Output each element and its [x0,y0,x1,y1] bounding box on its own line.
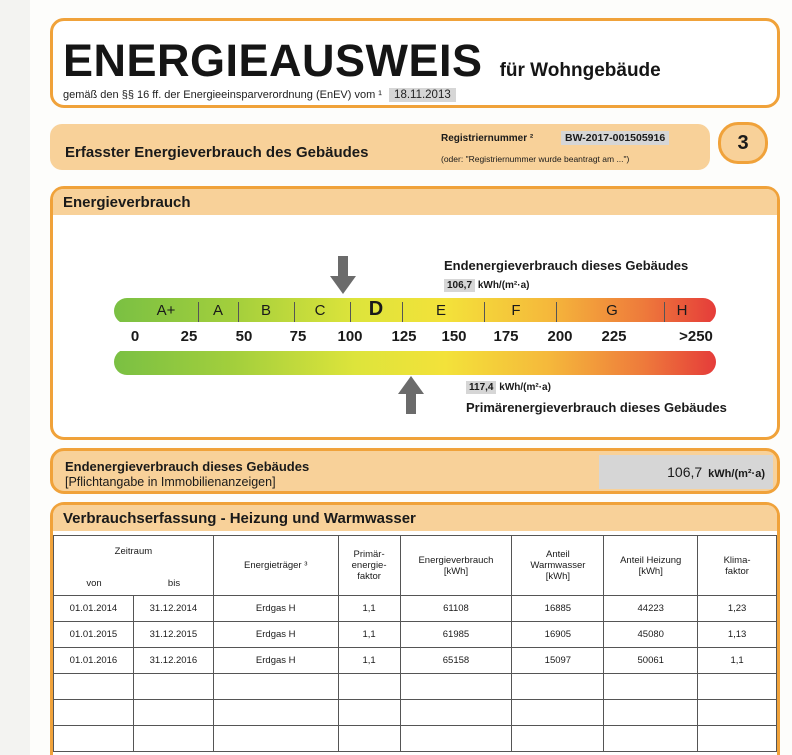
section-title: Erfasster Energieverbrauch des Gebäudes [65,144,369,161]
table-cell: 01.01.2016 [54,648,134,674]
energy-class-h: H [676,302,688,319]
primary-energy-label: Primärenergieverbrauch dieses Gebäudes [466,400,727,415]
table-cell [604,674,698,700]
climate-factor-header: Klima- faktor [698,536,777,596]
scale-tick: 225 [601,328,627,345]
registration-number: BW-2017-001505916 [561,131,669,145]
table-cell [400,700,512,726]
energy-scale-bottom [114,349,716,375]
end-energy-arrow-icon [330,256,356,294]
table-cell [698,700,777,726]
title-box [50,18,780,108]
scale-tick: 200 [547,328,573,345]
table-cell: 1,1 [338,596,400,622]
table-cell [512,726,604,752]
table-cell [338,674,400,700]
table-cell: 01.01.2014 [54,596,134,622]
class-separator [402,302,403,322]
period-label: Zeitraum [114,546,153,557]
document-page [30,0,792,755]
table-cell [213,726,338,752]
table-cell [604,726,698,752]
table-cell: 44223 [604,596,698,622]
energy-class-c: C [314,302,326,319]
table-cell: 15097 [512,648,604,674]
class-separator [664,302,665,322]
energy-class-aplus: A+ [156,302,176,319]
period-header [54,536,214,596]
summary-subtitle: [Pflichtangabe in Immobilienanzeigen] [65,475,276,489]
end-energy-number: 106,7 [444,279,475,292]
table-cell: 16905 [512,622,604,648]
table-cell: Erdgas H [213,648,338,674]
empty-row [54,700,777,726]
to-label: bis [167,578,181,589]
end-energy-summary-box [50,448,780,494]
table-cell [133,674,213,700]
class-separator [238,302,239,322]
hot-water-header: Anteil Warmwasser [kWh] [512,536,604,596]
summary-title: Endenergieverbrauch dieses Gebäudes [65,459,310,474]
legal-reference [63,88,456,102]
energy-class-e: E [435,302,447,319]
empty-row [54,674,777,700]
scale-tick: 75 [289,328,307,345]
table-cell [604,700,698,726]
table-cell: 1,13 [698,622,777,648]
table-cell [512,674,604,700]
registration-box [50,124,710,170]
class-separator [484,302,485,322]
primary-energy-unit: kWh/(m²·a) [499,382,551,393]
page-number: 3 [718,122,768,164]
table-body [54,596,777,752]
table-heading: Verbrauchserfassung - Heizung und Warmwasser [53,505,777,531]
table-cell: Erdgas H [213,596,338,622]
table-cell: 1,1 [698,648,777,674]
table-cell [54,674,134,700]
consumption-table [53,535,777,752]
end-energy-label: Endenergieverbrauch dieses Gebäudes [444,258,689,273]
table-cell [213,700,338,726]
class-separator [350,302,351,322]
primary-energy-number: 117,4 [466,381,496,394]
energy-heading: Energieverbrauch [53,189,777,215]
table-cell [400,674,512,700]
scale-tick: >250 [679,328,713,345]
energy-class-b: B [260,302,272,319]
heating-header: Anteil Heizung [kWh] [604,536,698,596]
primary-energy-value [466,382,551,393]
table-cell: 31.12.2015 [133,622,213,648]
end-energy-unit: kWh/(m²·a) [477,280,530,291]
table-cell [54,726,134,752]
table-cell: 61108 [400,596,512,622]
scale-tick: 175 [493,328,519,345]
energy-class-f: F [511,302,521,319]
table-cell [133,726,213,752]
primary-energy-arrow-icon [398,376,424,414]
scale-tick: 50 [235,328,253,345]
table-cell [133,700,213,726]
registration-label: Registriernummer ² [441,133,534,144]
table-cell [213,674,338,700]
scale-tick: 150 [441,328,467,345]
class-separator [294,302,295,322]
table-cell [338,726,400,752]
table-cell [698,726,777,752]
table-cell [54,700,134,726]
title-text: ENERGIEAUSWEIS [63,35,483,86]
table-row [54,648,777,674]
scale-tick: 25 [180,328,198,345]
table-cell: 16885 [512,596,604,622]
table-cell: 1,23 [698,596,777,622]
scale-tick: 0 [130,328,140,345]
energy-class-d: D [368,298,384,320]
summary-value-box [599,455,773,489]
end-energy-value [444,280,529,291]
title-subtitle: für Wohngebäude [499,60,661,81]
table-cell: 45080 [604,622,698,648]
table-cell: Erdgas H [213,622,338,648]
table-row [54,622,777,648]
table-cell: 65158 [400,648,512,674]
table-cell: 1,1 [338,648,400,674]
legal-text: gemäß den §§ 16 ff. der Energieeinsparverordnung (EnEV) vom ¹ [63,89,382,101]
empty-row [54,726,777,752]
summary-unit: kWh/(m²·a) [708,468,765,480]
table-cell [698,674,777,700]
energy-class-a: A [212,302,224,319]
from-label: von [86,578,102,589]
table-cell: 01.01.2015 [54,622,134,648]
scale-tick: 125 [391,328,417,345]
table-cell: 31.12.2016 [133,648,213,674]
table-cell [400,726,512,752]
consumption-header: Energieverbrauch [kWh] [400,536,512,596]
energy-class-g: G [606,302,618,319]
scale-tick: 100 [337,328,363,345]
table-cell [338,700,400,726]
table-cell: 50061 [604,648,698,674]
registration-note: (oder: "Registriernummer wurde beantragt am ...") [441,154,630,164]
energy-scale-top [114,298,716,324]
class-separator [198,302,199,322]
table-cell: 61985 [400,622,512,648]
table-cell: 31.12.2014 [133,596,213,622]
summary-value: 106,7 [667,464,703,480]
primary-factor-header: Primär- energie- faktor [338,536,400,596]
consumption-table-box [50,502,780,755]
table-cell [512,700,604,726]
table-row [54,596,777,622]
document-title [63,35,661,87]
carrier-header: Energieträger ³ [213,536,338,596]
enev-date: 18.11.2013 [389,88,456,102]
class-separator [556,302,557,322]
table-cell: 1,1 [338,622,400,648]
